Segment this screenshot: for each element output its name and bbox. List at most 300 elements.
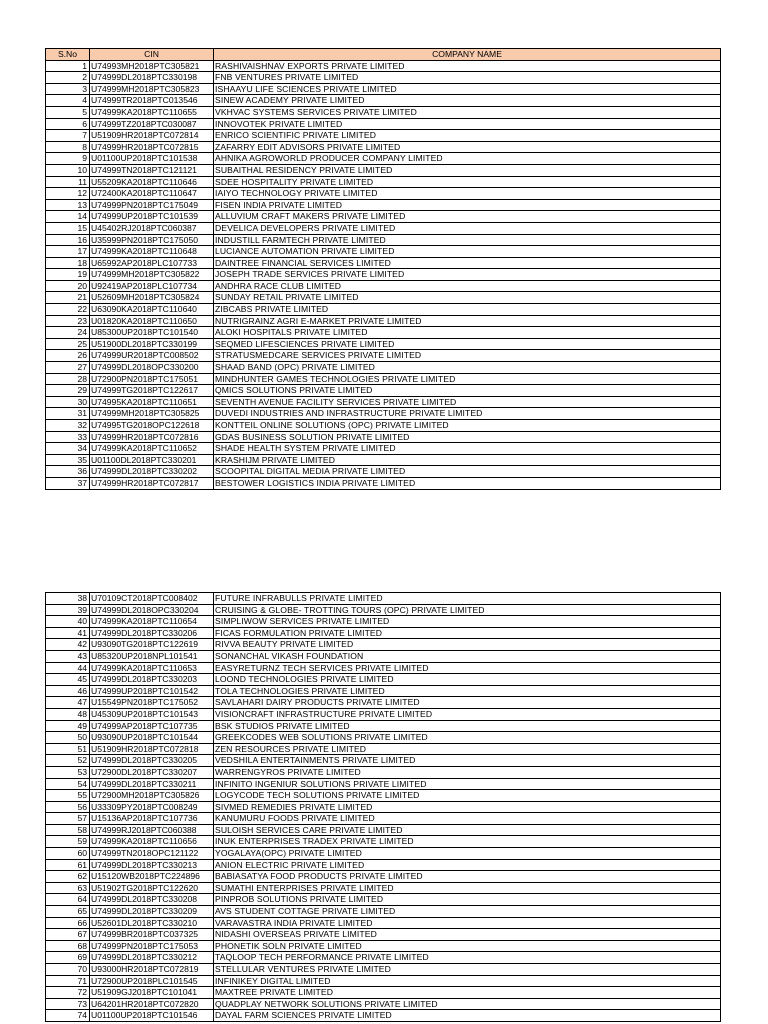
row-company-name: VARAVASTRA INDIA PRIVATE LIMITED xyxy=(214,917,721,929)
row-cin: U52609MH2018PTC305824 xyxy=(90,292,214,304)
row-cin: U74999KA2018PTC110652 xyxy=(90,443,214,455)
row-sno: 68 xyxy=(46,940,90,952)
row-sno: 38 xyxy=(46,593,90,605)
table-row xyxy=(46,350,721,362)
row-cin: U74999DL2018PTC330211 xyxy=(90,778,214,790)
row-company-name: SULOISH SERVICES CARE PRIVATE LIMITED xyxy=(214,824,721,836)
row-sno: 73 xyxy=(46,998,90,1010)
row-sno: 43 xyxy=(46,650,90,662)
row-company-name: NUTRIGRAINZ AGRI E-MARKET PRIVATE LIMITED xyxy=(214,315,721,327)
row-company-name: BESTOWER LOGISTICS INDIA PRIVATE LIMITED xyxy=(214,477,721,489)
table-row xyxy=(46,211,721,223)
row-cin: U74999DL2018PTC330198 xyxy=(90,72,214,84)
row-cin: U51909HR2018PTC072814 xyxy=(90,130,214,142)
row-sno: 41 xyxy=(46,627,90,639)
row-company-name: KONTTEIL ONLINE SOLUTIONS (OPC) PRIVATE LIMITED xyxy=(214,420,721,432)
row-company-name: YOGALAYA(OPC) PRIVATE LIMITED xyxy=(214,848,721,860)
row-company-name: PINPROB SOLUTIONS PRIVATE LIMITED xyxy=(214,894,721,906)
row-company-name: PHONETIK SOLN PRIVATE LIMITED xyxy=(214,940,721,952)
row-cin: U74999TN2018PTC121121 xyxy=(90,164,214,176)
table-row xyxy=(46,639,721,651)
table-row xyxy=(46,766,721,778)
row-sno: 70 xyxy=(46,964,90,976)
row-cin: U51902TG2018PTC122620 xyxy=(90,882,214,894)
table-row xyxy=(46,836,721,848)
table-row xyxy=(46,176,721,188)
row-sno: 2 xyxy=(46,72,90,84)
row-sno: 33 xyxy=(46,431,90,443)
table-row xyxy=(46,917,721,929)
row-sno: 62 xyxy=(46,871,90,883)
row-sno: 1 xyxy=(46,60,90,72)
row-cin: U74999UP2018PTC101539 xyxy=(90,211,214,223)
row-sno: 67 xyxy=(46,929,90,941)
table-row xyxy=(46,373,721,385)
row-cin: U72400KA2018PTC110647 xyxy=(90,188,214,200)
table-row xyxy=(46,848,721,860)
row-company-name: GDAS BUSINESS SOLUTION PRIVATE LIMITED xyxy=(214,431,721,443)
table-row xyxy=(46,385,721,397)
row-sno: 19 xyxy=(46,269,90,281)
table-row xyxy=(46,755,721,767)
row-sno: 24 xyxy=(46,327,90,339)
row-cin: U74999AP2018PTC107735 xyxy=(90,720,214,732)
row-cin: U74999DL2018PTC330203 xyxy=(90,674,214,686)
row-cin: U65992AP2018PLC107733 xyxy=(90,257,214,269)
row-company-name: SDEE HOSPITALITY PRIVATE LIMITED xyxy=(214,176,721,188)
row-cin: U35999PN2018PTC175050 xyxy=(90,234,214,246)
row-cin: U74999DL2018OPC330204 xyxy=(90,604,214,616)
row-cin: U74999DL2018OPC330200 xyxy=(90,362,214,374)
row-cin: U74999HR2018PTC072817 xyxy=(90,477,214,489)
row-sno: 58 xyxy=(46,824,90,836)
row-company-name: JOSEPH TRADE SERVICES PRIVATE LIMITED xyxy=(214,269,721,281)
row-company-name: EASYRETURNZ TECH SERVICES PRIVATE LIMITED xyxy=(214,662,721,674)
table-row xyxy=(46,650,721,662)
row-cin: U64201HR2018PTC072820 xyxy=(90,998,214,1010)
row-cin: U74999PN2018PTC175053 xyxy=(90,940,214,952)
row-sno: 74 xyxy=(46,1010,90,1022)
row-company-name: ISHAAYU LIFE SCIENCES PRIVATE LIMITED xyxy=(214,83,721,95)
row-cin: U74999RJ2018PTC060388 xyxy=(90,824,214,836)
row-company-name: AVS STUDENT COTTAGE PRIVATE LIMITED xyxy=(214,906,721,918)
row-sno: 46 xyxy=(46,685,90,697)
table-row xyxy=(46,396,721,408)
row-company-name: INNOVOTEK PRIVATE LIMITED xyxy=(214,118,721,130)
row-sno: 25 xyxy=(46,338,90,350)
row-company-name: SONANCHAL VIKASH FOUNDATION xyxy=(214,650,721,662)
row-cin: U74999UR2018PTC008502 xyxy=(90,350,214,362)
row-sno: 12 xyxy=(46,188,90,200)
table-row xyxy=(46,420,721,432)
row-cin: U93090TG2018PTC122619 xyxy=(90,639,214,651)
row-cin: U74999TG2018PTC122617 xyxy=(90,385,214,397)
row-cin: U01820KA2018PTC110650 xyxy=(90,315,214,327)
row-cin: U74999DL2018PTC330209 xyxy=(90,906,214,918)
table-row xyxy=(46,246,721,258)
row-company-name: FICAS FORMULATION PRIVATE LIMITED xyxy=(214,627,721,639)
row-cin: U45402RJ2018PTC060387 xyxy=(90,222,214,234)
row-sno: 3 xyxy=(46,83,90,95)
row-company-name: KRASHIJM PRIVATE LIMITED xyxy=(214,454,721,466)
table-row xyxy=(46,790,721,802)
row-company-name: DAINTREE FINANCIAL SERVICES LIMITED xyxy=(214,257,721,269)
row-company-name: LOOND TECHNOLOGIES PRIVATE LIMITED xyxy=(214,674,721,686)
row-cin: U74999KA2018PTC110653 xyxy=(90,662,214,674)
table-row xyxy=(46,616,721,628)
row-company-name: VISIONCRAFT INFRASTRUCTURE PRIVATE LIMITED xyxy=(214,708,721,720)
table-row xyxy=(46,466,721,478)
row-sno: 30 xyxy=(46,396,90,408)
table-row xyxy=(46,987,721,999)
table-row xyxy=(46,431,721,443)
row-company-name: SIVMED REMEDIES PRIVATE LIMITED xyxy=(214,801,721,813)
row-company-name: QMICS SOLUTIONS PRIVATE LIMITED xyxy=(214,385,721,397)
row-company-name: SHADE HEALTH SYSTEM PRIVATE LIMITED xyxy=(214,443,721,455)
row-sno: 42 xyxy=(46,639,90,651)
row-sno: 51 xyxy=(46,743,90,755)
row-company-name: INUK ENTERPRISES TRADEX PRIVATE LIMITED xyxy=(214,836,721,848)
row-cin: U15120WB2018PTC224896 xyxy=(90,871,214,883)
row-company-name: INFINITO INGENIUR SOLUTIONS PRIVATE LIMITED xyxy=(214,778,721,790)
row-sno: 35 xyxy=(46,454,90,466)
row-sno: 10 xyxy=(46,164,90,176)
row-cin: U74999KA2018PTC110654 xyxy=(90,616,214,628)
table-row xyxy=(46,280,721,292)
row-sno: 7 xyxy=(46,130,90,142)
row-cin: U01100DL2018PTC330201 xyxy=(90,454,214,466)
table-row xyxy=(46,188,721,200)
row-company-name: RIVVA BEAUTY PRIVATE LIMITED xyxy=(214,639,721,651)
table-row xyxy=(46,871,721,883)
row-company-name: AHNIKA AGROWORLD PRODUCER COMPANY LIMITED xyxy=(214,153,721,165)
header-cin: CIN xyxy=(90,49,214,61)
table-row xyxy=(46,940,721,952)
row-sno: 9 xyxy=(46,153,90,165)
row-cin: U52601DL2018PTC330210 xyxy=(90,917,214,929)
row-sno: 26 xyxy=(46,350,90,362)
table-row xyxy=(46,292,721,304)
row-cin: U74999TZ2018PTC030087 xyxy=(90,118,214,130)
table-row xyxy=(46,627,721,639)
row-cin: U74999TR2018PTC013546 xyxy=(90,95,214,107)
table-row xyxy=(46,257,721,269)
row-sno: 52 xyxy=(46,755,90,767)
table-row xyxy=(46,882,721,894)
row-cin: U74999UP2018PTC101542 xyxy=(90,685,214,697)
table-row xyxy=(46,222,721,234)
row-sno: 14 xyxy=(46,211,90,223)
row-sno: 57 xyxy=(46,813,90,825)
row-company-name: DAYAL FARM SCIENCES PRIVATE LIMITED xyxy=(214,1010,721,1022)
row-company-name: ANDHRA RACE CLUB LIMITED xyxy=(214,280,721,292)
row-sno: 15 xyxy=(46,222,90,234)
table-row xyxy=(46,964,721,976)
table-row xyxy=(46,72,721,84)
row-cin: U74999DL2018PTC330212 xyxy=(90,952,214,964)
row-sno: 65 xyxy=(46,906,90,918)
row-company-name: FNB VENTURES PRIVATE LIMITED xyxy=(214,72,721,84)
table-row xyxy=(46,454,721,466)
row-sno: 21 xyxy=(46,292,90,304)
table-row xyxy=(46,269,721,281)
table-row xyxy=(46,801,721,813)
row-sno: 47 xyxy=(46,697,90,709)
row-company-name: ENRICO SCIENTIFIC PRIVATE LIMITED xyxy=(214,130,721,142)
row-company-name: SIMPLIWOW SERVICES PRIVATE LIMITED xyxy=(214,616,721,628)
table-row xyxy=(46,118,721,130)
row-cin: U51909GJ2018PTC101041 xyxy=(90,987,214,999)
row-cin: U74999TN2018OPC121122 xyxy=(90,848,214,860)
row-sno: 54 xyxy=(46,778,90,790)
row-cin: U51909HR2018PTC072818 xyxy=(90,743,214,755)
table-row xyxy=(46,1010,721,1022)
table-row xyxy=(46,685,721,697)
row-cin: U63090KA2018PTC110640 xyxy=(90,304,214,316)
row-company-name: BABIASATYA FOOD PRODUCTS PRIVATE LIMITED xyxy=(214,871,721,883)
row-cin: U74995KA2018PTC110651 xyxy=(90,396,214,408)
row-cin: U74999HR2018PTC072815 xyxy=(90,141,214,153)
row-company-name: DUVEDI INDUSTRIES AND INFRASTRUCTURE PRIVATE LIMITED xyxy=(214,408,721,420)
row-cin: U74999DL2018PTC330206 xyxy=(90,627,214,639)
row-cin: U15136AP2018PTC107736 xyxy=(90,813,214,825)
table-row xyxy=(46,708,721,720)
table-row xyxy=(46,153,721,165)
table-row xyxy=(46,952,721,964)
row-company-name: ZIBCABS PRIVATE LIMITED xyxy=(214,304,721,316)
table-row xyxy=(46,199,721,211)
row-cin: U74999BR2018PTC037325 xyxy=(90,929,214,941)
row-cin: U74999PN2018PTC175049 xyxy=(90,199,214,211)
row-company-name: STELLULAR VENTURES PRIVATE LIMITED xyxy=(214,964,721,976)
table-row xyxy=(46,327,721,339)
row-sno: 37 xyxy=(46,477,90,489)
row-company-name: ZAFARRY EDIT ADVISORS PRIVATE LIMITED xyxy=(214,141,721,153)
table-row xyxy=(46,813,721,825)
row-company-name: LOGYCODE TECH SOLUTIONS PRIVATE LIMITED xyxy=(214,790,721,802)
header-sno: S.No xyxy=(46,49,90,61)
table-row xyxy=(46,720,721,732)
row-cin: U74999MH2018PTC305823 xyxy=(90,83,214,95)
table-row xyxy=(46,477,721,489)
row-sno: 56 xyxy=(46,801,90,813)
row-cin: U33309PY2018PTC008249 xyxy=(90,801,214,813)
row-company-name: TOLA TECHNOLOGIES PRIVATE LIMITED xyxy=(214,685,721,697)
table-row xyxy=(46,929,721,941)
row-sno: 48 xyxy=(46,708,90,720)
row-company-name: GREEKCODES WEB SOLUTIONS PRIVATE LIMITED xyxy=(214,732,721,744)
row-sno: 32 xyxy=(46,420,90,432)
row-sno: 36 xyxy=(46,466,90,478)
row-sno: 11 xyxy=(46,176,90,188)
company-table-2-body xyxy=(46,593,721,1022)
row-company-name: RASHIVAISHNAV EXPORTS PRIVATE LIMITED xyxy=(214,60,721,72)
row-sno: 49 xyxy=(46,720,90,732)
table-row xyxy=(46,732,721,744)
table-row xyxy=(46,95,721,107)
row-sno: 28 xyxy=(46,373,90,385)
row-cin: U15549PN2018PTC175052 xyxy=(90,697,214,709)
row-cin: U74999DL2018PTC330205 xyxy=(90,755,214,767)
row-sno: 55 xyxy=(46,790,90,802)
table-row xyxy=(46,164,721,176)
table-row xyxy=(46,408,721,420)
row-company-name: ALOKI HOSPITALS PRIVATE LIMITED xyxy=(214,327,721,339)
row-company-name: DEVELICA DEVELOPERS PRIVATE LIMITED xyxy=(214,222,721,234)
row-sno: 72 xyxy=(46,987,90,999)
row-sno: 60 xyxy=(46,848,90,860)
company-table-2 xyxy=(45,592,721,1022)
row-company-name: SEQMED LIFESCIENCES PRIVATE LIMITED xyxy=(214,338,721,350)
row-sno: 18 xyxy=(46,257,90,269)
row-sno: 64 xyxy=(46,894,90,906)
row-cin: U70109CT2018PTC008402 xyxy=(90,593,214,605)
row-cin: U74999KA2018PTC110648 xyxy=(90,246,214,258)
row-cin: U74999DL2018PTC330202 xyxy=(90,466,214,478)
row-cin: U85320UP2018NPL101541 xyxy=(90,650,214,662)
row-cin: U92419AP2018PLC107734 xyxy=(90,280,214,292)
row-cin: U72900UP2018PLC101545 xyxy=(90,975,214,987)
row-company-name: FUTURE INFRABULLS PRIVATE LIMITED xyxy=(214,593,721,605)
row-sno: 16 xyxy=(46,234,90,246)
row-sno: 61 xyxy=(46,859,90,871)
row-sno: 71 xyxy=(46,975,90,987)
row-cin: U74999HR2018PTC072816 xyxy=(90,431,214,443)
row-sno: 66 xyxy=(46,917,90,929)
row-sno: 20 xyxy=(46,280,90,292)
table-header-row xyxy=(46,49,721,61)
header-company-name: COMPANY NAME xyxy=(214,49,721,61)
row-company-name: VEDSHILA ENTERTAINMENTS PRIVATE LIMITED xyxy=(214,755,721,767)
row-company-name: TAQLOOP TECH PERFORMANCE PRIVATE LIMITED xyxy=(214,952,721,964)
row-company-name: SUNDAY RETAIL PRIVATE LIMITED xyxy=(214,292,721,304)
table-row xyxy=(46,234,721,246)
row-company-name: IAIYO TECHNOLOGY PRIVATE LIMITED xyxy=(214,188,721,200)
table-row xyxy=(46,859,721,871)
row-sno: 50 xyxy=(46,732,90,744)
row-sno: 53 xyxy=(46,766,90,778)
row-sno: 69 xyxy=(46,952,90,964)
row-company-name: MINDHUNTER GAMES TECHNOLOGIES PRIVATE LIMITED xyxy=(214,373,721,385)
row-cin: U51900DL2018PTC330199 xyxy=(90,338,214,350)
row-company-name: SUBAITHAL RESIDENCY PRIVATE LIMITED xyxy=(214,164,721,176)
row-sno: 29 xyxy=(46,385,90,397)
row-cin: U74999KA2018PTC110655 xyxy=(90,106,214,118)
row-sno: 40 xyxy=(46,616,90,628)
row-company-name: LUCIANCE AUTOMATION PRIVATE LIMITED xyxy=(214,246,721,258)
row-sno: 17 xyxy=(46,246,90,258)
row-company-name: SCOOPITAL DIGITAL MEDIA PRIVATE LIMITED xyxy=(214,466,721,478)
row-company-name: BSK STUDIOS PRIVATE LIMITED xyxy=(214,720,721,732)
table-row xyxy=(46,743,721,755)
company-table-1 xyxy=(45,48,721,490)
row-sno: 59 xyxy=(46,836,90,848)
row-sno: 27 xyxy=(46,362,90,374)
row-company-name: WARRENGYROS PRIVATE LIMITED xyxy=(214,766,721,778)
row-sno: 6 xyxy=(46,118,90,130)
table-row xyxy=(46,315,721,327)
row-sno: 45 xyxy=(46,674,90,686)
row-cin: U72900DL2018PTC330207 xyxy=(90,766,214,778)
table-row xyxy=(46,338,721,350)
row-cin: U72900PN2018PTC175051 xyxy=(90,373,214,385)
row-company-name: SEVENTH AVENUE FACILITY SERVICES PRIVATE LIMITED xyxy=(214,396,721,408)
table-row xyxy=(46,674,721,686)
table-row xyxy=(46,304,721,316)
row-cin: U93000HR2018PTC072819 xyxy=(90,964,214,976)
row-sno: 39 xyxy=(46,604,90,616)
row-company-name: FISEN INDIA PRIVATE LIMITED xyxy=(214,199,721,211)
table-row xyxy=(46,778,721,790)
row-sno: 34 xyxy=(46,443,90,455)
row-sno: 4 xyxy=(46,95,90,107)
row-cin: U74999MH2018PTC305822 xyxy=(90,269,214,281)
row-cin: U74999KA2018PTC110656 xyxy=(90,836,214,848)
table-row xyxy=(46,697,721,709)
row-company-name: SINEW ACADEMY PRIVATE LIMITED xyxy=(214,95,721,107)
row-cin: U93090UP2018PTC101544 xyxy=(90,732,214,744)
row-sno: 8 xyxy=(46,141,90,153)
row-company-name: VKHVAC SYSTEMS SERVICES PRIVATE LIMITED xyxy=(214,106,721,118)
row-sno: 31 xyxy=(46,408,90,420)
row-company-name: INDUSTILL FARMTECH PRIVATE LIMITED xyxy=(214,234,721,246)
row-cin: U01100UP2018PTC101538 xyxy=(90,153,214,165)
table-row xyxy=(46,362,721,374)
row-cin: U01100UP2018PTC101546 xyxy=(90,1010,214,1022)
row-company-name: MAXTREE PRIVATE LIMITED xyxy=(214,987,721,999)
row-cin: U45309UP2018PTC101543 xyxy=(90,708,214,720)
row-cin: U74995TG2018OPC122618 xyxy=(90,420,214,432)
table-row xyxy=(46,83,721,95)
table-row xyxy=(46,975,721,987)
row-company-name: CRUISING & GLOBE- TROTTING TOURS (OPC) PRIVATE LIMITED xyxy=(214,604,721,616)
row-cin: U74999MH2018PTC305825 xyxy=(90,408,214,420)
row-company-name: SAVLAHARI DAIRY PRODUCTS PRIVATE LIMITED xyxy=(214,697,721,709)
row-sno: 13 xyxy=(46,199,90,211)
table-row xyxy=(46,824,721,836)
row-company-name: SHAAD BAND (OPC) PRIVATE LIMITED xyxy=(214,362,721,374)
row-cin: U85300UP2018PTC101540 xyxy=(90,327,214,339)
table-row xyxy=(46,130,721,142)
table-row xyxy=(46,894,721,906)
table-row xyxy=(46,106,721,118)
table-row xyxy=(46,443,721,455)
row-sno: 44 xyxy=(46,662,90,674)
table-row xyxy=(46,593,721,605)
row-company-name: SUMATHI ENTERPRISES PRIVATE LIMITED xyxy=(214,882,721,894)
row-company-name: ZEN RESOURCES PRIVATE LIMITED xyxy=(214,743,721,755)
row-company-name: QUADPLAY NETWORK SOLUTIONS PRIVATE LIMITED xyxy=(214,998,721,1010)
row-company-name: ALLUVIUM CRAFT MAKERS PRIVATE LIMITED xyxy=(214,211,721,223)
table-row xyxy=(46,60,721,72)
row-cin: U74993MH2018PTC305821 xyxy=(90,60,214,72)
table-row xyxy=(46,604,721,616)
row-sno: 5 xyxy=(46,106,90,118)
row-company-name: INFINIKEY DIGITAL LIMITED xyxy=(214,975,721,987)
table-row xyxy=(46,906,721,918)
table-row xyxy=(46,662,721,674)
row-sno: 22 xyxy=(46,304,90,316)
row-company-name: KANUMURU FOODS PRIVATE LIMITED xyxy=(214,813,721,825)
row-cin: U74999DL2018PTC330213 xyxy=(90,859,214,871)
row-company-name: ANION ELECTRIC PRIVATE LIMITED xyxy=(214,859,721,871)
table-row xyxy=(46,998,721,1010)
row-cin: U74999DL2018PTC330208 xyxy=(90,894,214,906)
row-cin: U55209KA2018PTC110646 xyxy=(90,176,214,188)
row-sno: 63 xyxy=(46,882,90,894)
table-row xyxy=(46,141,721,153)
row-company-name: NIDASHI OVERSEAS PRIVATE LIMITED xyxy=(214,929,721,941)
